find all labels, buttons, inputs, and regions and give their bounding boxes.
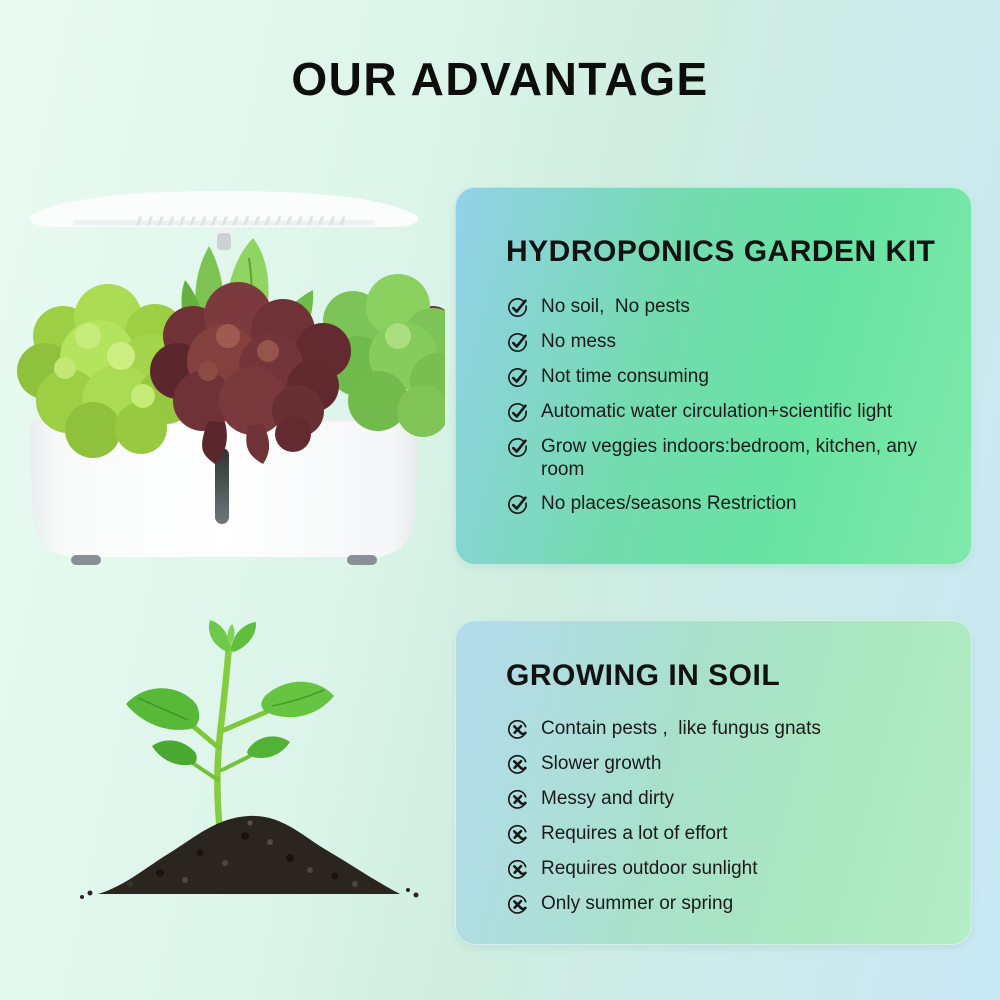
list-item [506, 822, 945, 846]
list-item-text: No mess [541, 331, 616, 352]
hydroponics-kit-illustration [3, 186, 445, 572]
list-item-text: Messy and dirty [541, 788, 675, 809]
list-item [506, 435, 945, 481]
list-item-text: Only summer or spring [541, 893, 734, 914]
cross-circle-icon [506, 823, 529, 846]
list-item [506, 752, 945, 776]
list-item-text: Grow veggies indoors:bedroom, kitchen, any room [541, 436, 923, 481]
check-circle-icon [506, 493, 529, 516]
list-item-text: Requires a lot of effort [541, 823, 728, 844]
list-item [506, 365, 945, 389]
check-circle-icon [506, 331, 529, 354]
page-title: OUR ADVANTAGE [291, 53, 709, 105]
list-item [506, 295, 945, 319]
hydroponics-advantage-list [506, 295, 945, 516]
list-item [506, 492, 945, 516]
check-circle-icon [506, 436, 529, 459]
cross-circle-icon [506, 858, 529, 881]
list-item [506, 787, 945, 811]
soil-disadvantage-list [506, 717, 945, 916]
cross-circle-icon [506, 753, 529, 776]
soil-seedling-illustration [70, 618, 430, 918]
list-item [506, 892, 945, 916]
check-circle-icon [506, 296, 529, 319]
seedling-plant [126, 620, 334, 832]
cross-circle-icon [506, 788, 529, 811]
list-item [506, 400, 945, 424]
grow-light-lamp [30, 191, 419, 250]
list-item-text: No places/seasons Restriction [541, 493, 797, 515]
soil-seedling-photo [70, 618, 430, 918]
soil-mound [80, 816, 419, 899]
list-item-text: Not time consuming [541, 366, 709, 387]
list-item-text: Automatic water circulation+scientific light [541, 401, 893, 422]
soil-panel-heading: GROWING IN SOIL [506, 659, 781, 692]
soil-panel [455, 620, 972, 945]
list-item-text: Requires outdoor sunlight [541, 858, 758, 879]
list-item-text: No soil, No pests [541, 296, 690, 317]
list-item-text: Slower growth [541, 753, 662, 774]
list-item-text: Contain pests , like fungus gnats [541, 718, 821, 739]
hydroponics-panel-heading: HYDROPONICS GARDEN KIT [506, 235, 936, 268]
list-item [506, 330, 945, 354]
hydroponics-kit-photo [3, 186, 445, 572]
cross-circle-icon [506, 893, 529, 916]
cross-circle-icon [506, 718, 529, 741]
list-item [506, 717, 945, 741]
planter-foot-left [71, 555, 101, 565]
list-item [506, 857, 945, 881]
planter-foot-right [347, 555, 377, 565]
hydroponics-panel [455, 187, 972, 565]
check-circle-icon [506, 366, 529, 389]
check-circle-icon [506, 401, 529, 424]
